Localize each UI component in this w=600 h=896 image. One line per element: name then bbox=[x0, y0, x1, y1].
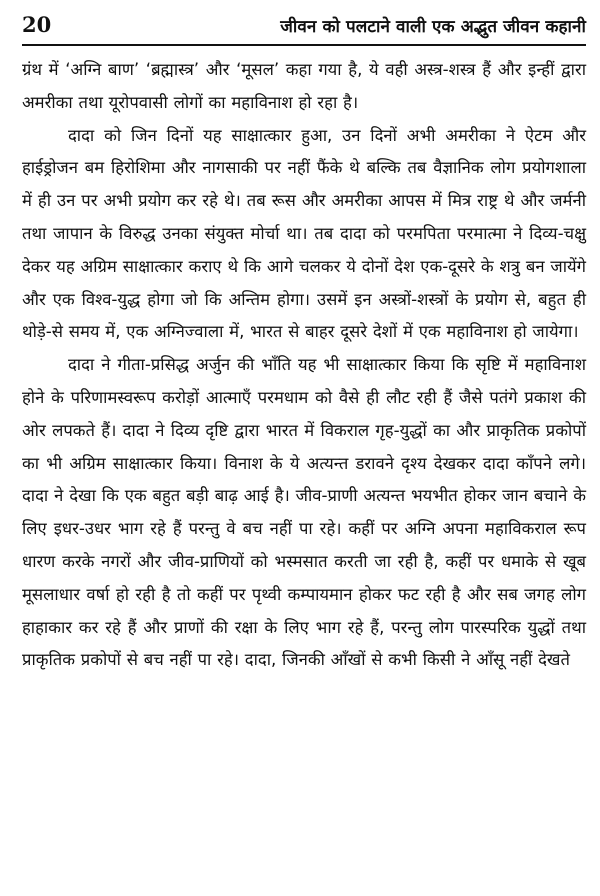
paragraph-3: दादा ने गीता-प्रसिद्ध अर्जुन की भाँति यह भी साक्षात्कार किया कि सृष्टि में महाविनाश होने के परिणामस्वरूप करोड़ों आत्माएँ परमधाम को वैसे ही लौट रही हैं जैसे पतंगे प्रकाश की ओर लपकते हैं। दादा ने दिव्य दृष्टि द्वारा भारत में विकराल गृह-युद्धों का और प्राकृतिक प्रकोपों का भी अग्रिम साक्षात्कार किया। विनाश के ये अत्यन्त डरावने दृश्य देखकर दादा काँपने लगे। दादा ने देखा कि एक बहुत बड़ी बाढ़ आई है। जीव-प्राणी अत्यन्त भयभीत होकर जान बचाने के लिए इधर-उधर भाग रहे हैं परन्तु वे बच नहीं पा रहे। कहीं पर अग्नि अपना महाविकराल रूप धारण करके नगरों और जीव-प्राणियों को भस्मसात करती जा रही है, कहीं पर धमाके से खूब मूसलाधार वर्षा हो रही है तो कहीं पर पृथ्वी कम्पायमान होकर फट रही है और सब जगह लोग हाहाकार कर रहे हैं और प्राणों की रक्षा के लिए भाग रहे हैं, परन्तु लोग पारस्परिक युद्धों तथा प्राकृतिक प्रकोपों से बच नहीं पा रहे। दादा, जिनकी आँखों से कभी किसी ने आँसू नहीं देखते bbox=[22, 355, 586, 670]
page-header bbox=[22, 12, 586, 42]
paragraph-1: ग्रंथ में ‘अग्नि बाण’ ‘ब्रह्मास्त्र’ और ‘मूसल’ कहा गया है, ये वही अस्त्र-शस्त्र हैं और इन्हीं द्वारा अमरीका तथा यूरोपवासी लोगों का महाविनाश हो रहा है। bbox=[22, 60, 586, 112]
page-number: 20 bbox=[22, 12, 52, 37]
header-rule bbox=[22, 44, 586, 46]
running-title: जीवन को पलटाने वाली एक अद्भुत जीवन कहानी bbox=[280, 17, 586, 37]
paragraph-2: दादा को जिन दिनों यह साक्षात्कार हुआ, उन दिनों अभी अमरीका ने ऐटम और हाईड्रोजन बम हिरोशिमा और नागसाकी पर नहीं फैंके थे बल्कि तब वैज्ञानिक लोग प्रयोगशाला में ही उन पर अभी प्रयोग कर रहे थे। तब रूस और अमरीका आपस में मित्र राष्ट्र थे और जर्मनी तथा जापान के विरुद्ध उनका संयुक्त मोर्चा था। तब दादा को परमपिता परमात्मा ने दिव्य-चक्षु देकर यह अग्रिम साक्षात्कार कराए थे कि आगे चलकर ये दोनों देश एक-दूसरे के शत्रु बन जायेंगे और एक विश्व-युद्ध होगा जो कि अन्तिम होगा। उसमें इन अस्त्रों-शस्त्रों के प्रयोग से, बहुत ही थोड़े-से समय में, एक अग्निज्वाला में, भारत से बाहर दूसरे देशों में एक महाविनाश हो जायेगा। bbox=[22, 125, 586, 342]
body-text bbox=[22, 54, 586, 677]
